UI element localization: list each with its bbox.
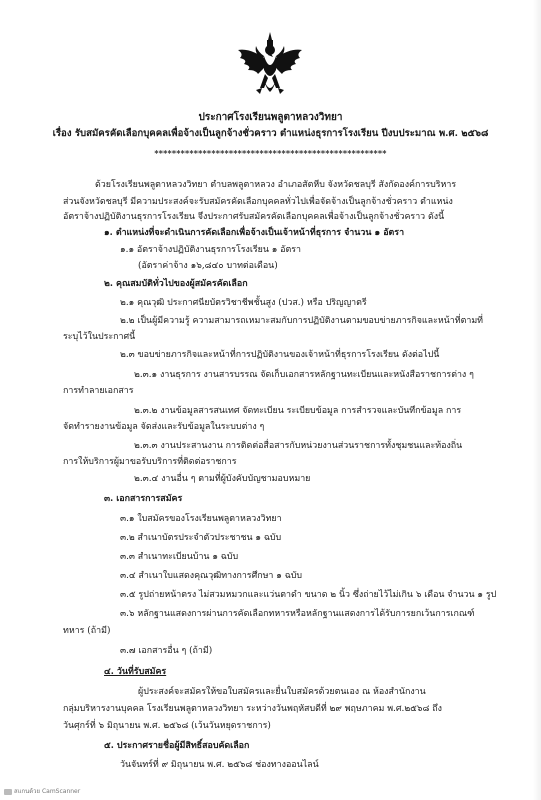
body-line: กลุ่มบริหารงานบุคคล โรงเรียนพลูตาหลวงวิทยา ระหว่างวันพฤหัสบดีที่ ๒๙ พฤษภาคม พ.ศ.๒๕๖๘ ถึง: [63, 704, 442, 714]
body-line: ๓.๗ เอกสารอื่น ๆ (ถ้ามี): [120, 646, 213, 656]
scanner-label: สแกนด้วย CamScanner: [14, 788, 81, 795]
body-line: (อัตราค่าจ้าง ๑๖,๘๔๐ บาทต่อเดือน): [138, 261, 278, 271]
body-line: อัตราจ้างปฏิบัติงานธุรการโรงเรียน จึงประกาศรับสมัครคัดเลือกบุคคลเพื่อจ้างเป็นลูกจ้างชั่วคราว ดังนี้: [63, 212, 445, 222]
body-line: ๓.๕ รูปถ่ายหน้าตรง ไม่สวมหมวกและแว่นตาดำ ขนาด ๒ นิ้ว ซึ่งถ่ายไว้ไม่เกิน ๖ เดือน จำนวน ๑ รูป: [120, 590, 497, 600]
body-line: ๒.๒ เป็นผู้มีความรู้ ความสามารถเหมาะสมกับการปฏิบัติงานตามขอบข่ายภารกิจและหน้าที่ตามที่: [120, 316, 484, 326]
body-line: ๓.๑ ใบสมัครของโรงเรียนพลูตาหลวงวิทยา: [120, 514, 282, 524]
scanner-watermark: [4, 786, 80, 796]
body-line: ๓.๒ สำเนาบัตรประจำตัวประชาชน ๑ ฉบับ: [120, 533, 282, 543]
body-line: ๔. วันที่รับสมัคร: [104, 667, 167, 677]
body-line: ผู้ประสงค์จะสมัครให้ขอใบสมัครและยื่นใบสมัครด้วยตนเอง ณ ห้องสำนักงาน: [138, 687, 426, 697]
body-line: ๑.๑ อัตราจ้างปฏิบัติงานธุรการโรงเรียน ๑ อัตรา: [120, 245, 302, 255]
body-line: การให้บริการผู้มาขอรับบริการที่ติดต่อราชการ: [63, 457, 237, 467]
body-line: ๓.๖ หลักฐานแสดงการผ่านการคัดเลือกทหารหรือหลักฐานแสดงการได้รับการยกเว้นการเกณฑ์: [120, 609, 475, 619]
body-line: ๕. ประกาศรายชื่อผู้มีสิทธิ์สอบคัดเลือก: [104, 741, 250, 751]
camscanner-icon: [4, 789, 12, 795]
body-line: วันศุกร์ที่ ๖ มิถุนายน พ.ศ. ๒๕๖๘ (เว้นวันหยุดราชการ): [63, 721, 271, 731]
body-line: ๓.๔ สำเนาใบแสดงคุณวุฒิทางการศึกษา ๑ ฉบับ: [120, 571, 303, 581]
separator-line: *****************************************************: [154, 148, 387, 158]
body-line: ทหาร (ถ้ามี): [63, 626, 111, 636]
body-line: ระบุไว้ในประกาศนี้: [63, 332, 136, 342]
body-line: จัดทำรายงานข้อมูล จัดส่งและรับข้อมูลในระบบต่าง ๆ: [63, 422, 265, 432]
body-line: ๒.๓.๓ งานประสานงาน การติดต่อสื่อสารกับหน่วยงานส่วนราชการทั้งชุมชนและท้องถิ่น: [134, 441, 463, 451]
body-line: ๒.๓.๒ งานข้อมูลสารสนเทศ จัดทะเบียน ระเบียบข้อมูล การสำรวจและบันทึกข้อมูล การ: [134, 406, 462, 416]
body-line: ๒.๑ คุณวุฒิ ประกาศนียบัตรวิชาชีพชั้นสูง (ปวส.) หรือ ปริญญาตรี: [120, 298, 367, 308]
body-line: ๒.๓.๑ งานธุรการ งานสารบรรณ จัดเก็บเอกสารหลักฐานทะเบียนและหนังสือราชการต่าง ๆ: [134, 370, 474, 380]
body-line: ด้วยโรงเรียนพลูตาหลวงวิทยา ตำบลพลูตาหลวง อำเภอสัตหีบ จังหวัดชลบุรี สังกัดองค์การบริหาร: [95, 180, 457, 190]
body-line: ๓. เอกสารการสมัคร: [104, 494, 183, 504]
body-line: วันจันทร์ที่ ๙ มิถุนายน พ.ศ. ๒๕๖๘ ช่องทางออนไลน์: [120, 760, 319, 770]
body-line: ๑. ตำแหน่งที่จะดำเนินการคัดเลือกเพื่อจ้างเป็นเจ้าหน้าที่ธุรการ จำนวน ๑ อัตรา: [104, 228, 405, 238]
body-line: ๒.๓.๔ งานอื่น ๆ ตามที่ผู้บังคับบัญชามอบหมาย: [134, 474, 311, 484]
body-line: ๒. คุณสมบัติทั่วไปของผู้สมัครคัดเลือก: [104, 279, 248, 289]
announcement-title: ประกาศโรงเรียนพลูตาหลวงวิทยา: [198, 112, 343, 123]
scan-edge: [533, 0, 541, 800]
body-line: ส่วนจังหวัดชลบุรี มีความประสงค์จะรับสมัครคัดเลือกบุคคลทั่วไปเพื่อจัดจ้างเป็นลูกจ้างชั่วคราว ตำแหน่ง: [63, 197, 453, 207]
body-line: ๒.๓ ขอบข่ายภารกิจและหน้าที่การปฏิบัติงานของเจ้าหน้าที่ธุรการโรงเรียน ดังต่อไปนี้: [120, 350, 440, 360]
body-line: การทำลายเอกสาร: [63, 386, 134, 396]
body-line: ๓.๓ สำเนาทะเบียนบ้าน ๑ ฉบับ: [120, 552, 239, 562]
announcement-subject: เรื่อง รับสมัครคัดเลือกบุคคลเพื่อจ้างเป็นลูกจ้างชั่วคราว ตำแหน่งธุรการโรงเรียน ปีงบประมาณ พ.ศ. ๒๕๖๘: [52, 128, 489, 139]
garuda-emblem-icon: [234, 30, 306, 98]
